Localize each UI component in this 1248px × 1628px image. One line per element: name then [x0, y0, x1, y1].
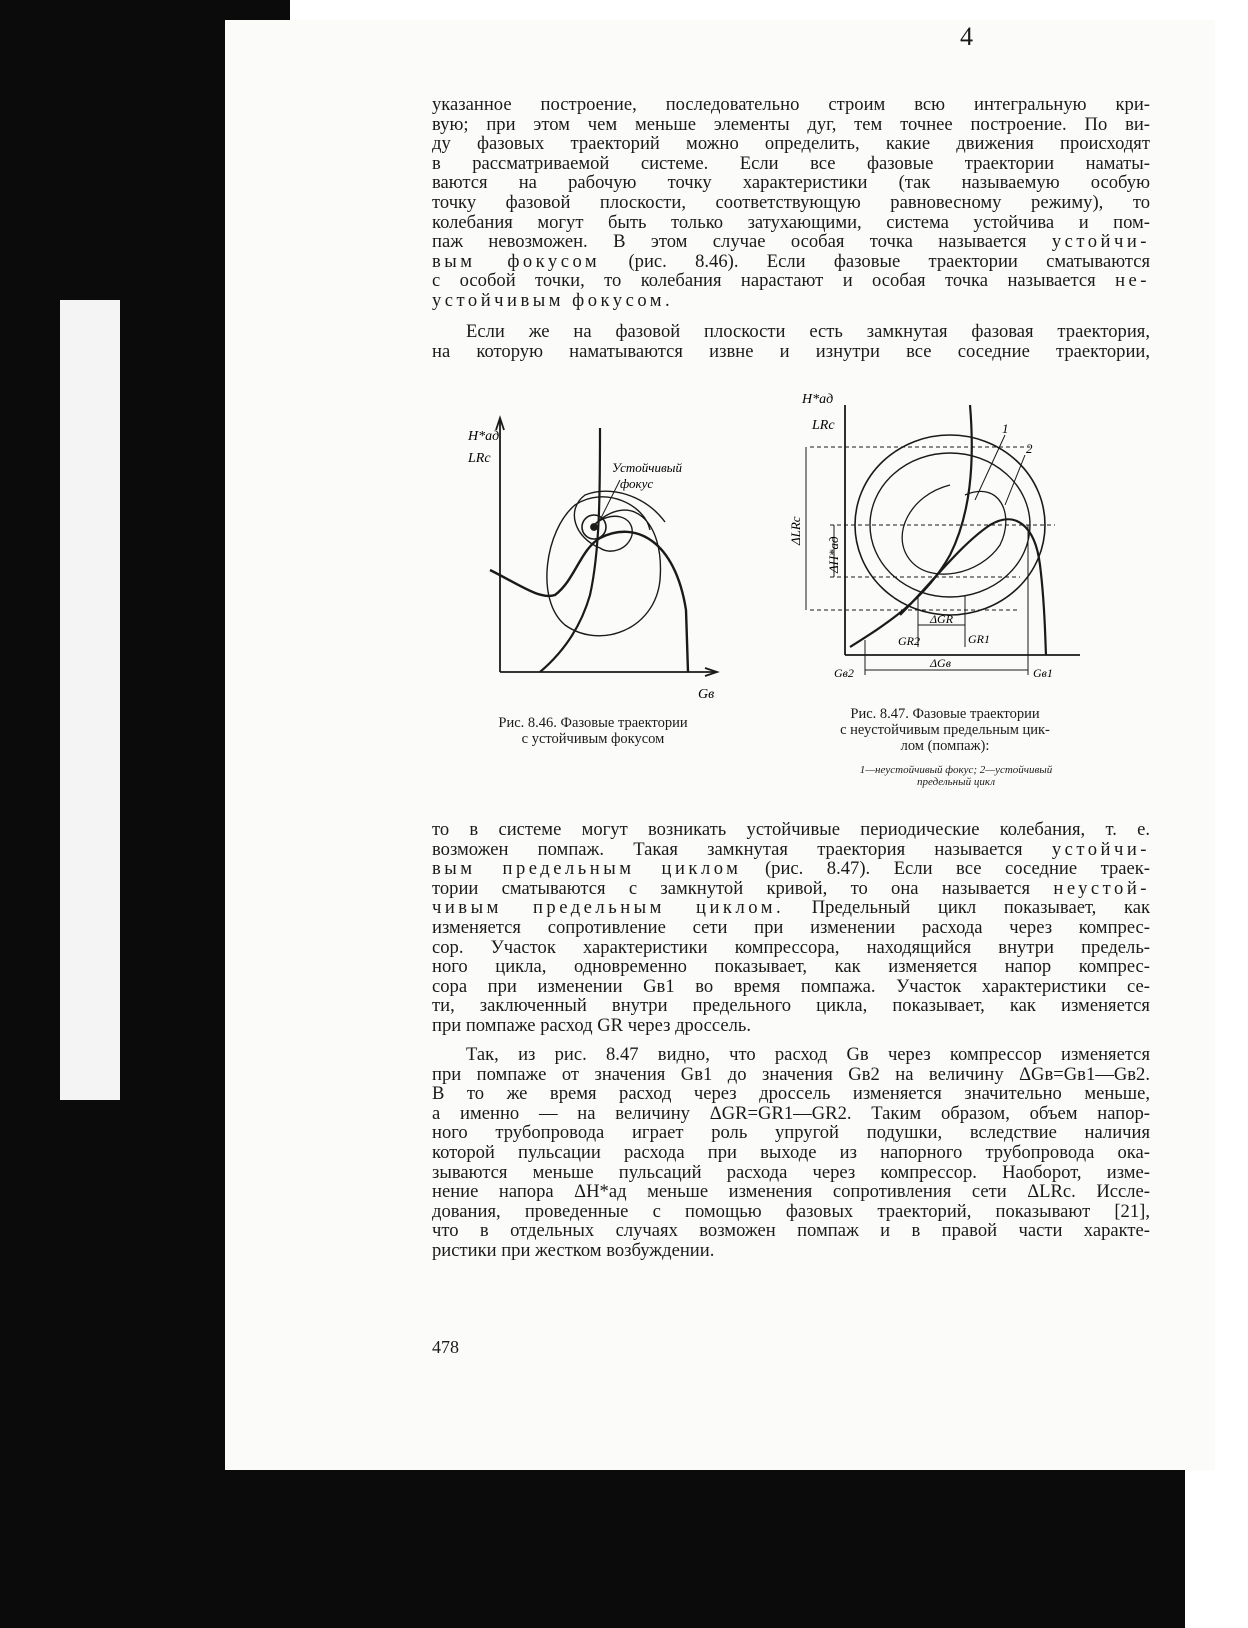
caption-line: с устойчивым фокусом — [521, 731, 665, 747]
text-line: которой пульсации расхода при выходе из напорного трубопровода ока- — [432, 1141, 1150, 1163]
text-fragment: Предельный цикл показывает, как — [811, 897, 1150, 919]
spiral-unstable — [902, 485, 1006, 574]
label-dGB: ΔGв — [930, 656, 951, 670]
text-line: Если же на фазовой плоскости есть замкнутая фазовая траектория, — [466, 321, 1150, 342]
figure-8-46 — [460, 410, 740, 710]
text-line: в рассматриваемой системе. Если все фазовые траектории наматы- — [432, 152, 1150, 174]
text-line: ду фазовых траекторий можно определить, какие движения происходят — [432, 133, 1150, 155]
spaced-term: устойчи- — [1051, 838, 1150, 860]
text-line: нение напора ΔH*ад меньше изменения сопротивления сети ΔLRc. Иссле- — [432, 1181, 1150, 1203]
text-line: В то же время расход через дроссель изменяется значительно меньше, — [432, 1083, 1150, 1105]
spaced-term: не- — [1115, 270, 1150, 292]
caption-line: Рис. 8.46. Фазовые траектории — [498, 715, 688, 731]
y-label-top: H*ад — [802, 392, 834, 407]
text-line: ного цикла, одновременно показывает, как изменяется напор компрес- — [432, 956, 1150, 978]
paragraph-1 — [432, 95, 1150, 311]
compressor-curve — [850, 405, 972, 647]
text-line — [432, 252, 1150, 272]
page-marker: 4 — [960, 22, 973, 51]
paragraph-3 — [432, 820, 1150, 1036]
text-line: ного трубопровода играет роль упругой подушки, вследствие наличия — [432, 1122, 1150, 1144]
text-line: вую; при этом чем меньше элементы дуг, тем точнее построение. По ви- — [432, 113, 1150, 135]
text-line: сор. Участок характеристики компрессора, находящийся внутри предель- — [432, 936, 1150, 958]
text-line: дования, проведенные с помощью фазовых траекторий, показывают [21], — [432, 1200, 1150, 1222]
text-line: изменяется сопротивление сети при изменении расхода через компрес- — [432, 916, 1150, 938]
text-fragment: тории сматываются с замкнутой кривой, то она называется — [432, 877, 1031, 899]
text-line: ти, заключенный внутри предельного цикла, показывает, как изменяется — [432, 995, 1150, 1017]
figure-8-47 — [790, 385, 1110, 695]
label-1: 1 — [1002, 421, 1009, 436]
y-label-bottom: LRc — [812, 418, 835, 433]
text-fragment: (рис. 8.46). Если фазовые траектории сматываются — [628, 250, 1150, 272]
label-2-leader — [1005, 455, 1025, 505]
text-line: сора при изменении Gв1 во время помпажа. Участок характеристики се- — [432, 975, 1150, 997]
text-line — [432, 232, 1150, 252]
x-label: Gв — [698, 687, 715, 702]
caption-line: лом (помпаж): — [900, 738, 990, 754]
caption-line: с неустойчивым предельным цик- — [840, 722, 1050, 738]
text-line: зываются меньше пульсаций расхода через компрессор. Наоборот, изме- — [432, 1161, 1150, 1183]
text-line — [432, 879, 1150, 899]
text-line — [432, 859, 1150, 879]
text-fragment: (рис. 8.47). Если все соседние траек- — [764, 858, 1150, 880]
y-label-top: H*ад — [468, 429, 500, 444]
label-GR2: GR2 — [898, 634, 920, 648]
text-line: ваются на рабочую точку характеристики (так называемую особую — [432, 172, 1150, 194]
label-GB2: Gв2 — [834, 666, 854, 680]
text-line: при помпаже от значения Gв1 до значения Gв2 на величину ΔGв=Gв1—Gв2. — [432, 1063, 1150, 1085]
text-line — [432, 291, 1150, 311]
text-line: при помпаже расход GR через дроссель. — [432, 1014, 751, 1036]
spaced-term: вым предельным циклом — [432, 858, 742, 880]
text-line: точку фазовой плоскости, соответствующую равновесному режиму), то — [432, 191, 1150, 213]
label-2: 2 — [1026, 441, 1033, 456]
text-fragment: возможен помпаж. Такая замкнутая траектория называется — [432, 838, 1023, 860]
y-label-bottom: LRc — [468, 451, 491, 466]
text-line: а именно — на величину ΔGR=GR1—GR2. Таким образом, объем напор- — [432, 1102, 1150, 1124]
text-line: колебания могут быть только затухающими, система устойчива и пом- — [432, 211, 1150, 233]
spaced-term: вым фокусом — [432, 250, 601, 272]
label-GR1: GR1 — [968, 632, 990, 646]
text-line — [432, 840, 1150, 860]
paragraph-2 — [432, 322, 1150, 361]
text-line: на которую наматываются извне и изнутри все соседние траектории, — [432, 340, 1150, 362]
label-GB1: Gв1 — [1033, 666, 1053, 680]
text-line: указанное построение, последовательно строим всю интегральную кри- — [432, 94, 1150, 115]
label-1-leader — [975, 435, 1005, 500]
annotation-focus-2: фокус — [620, 476, 654, 491]
text-line: ристики при жестком возбуждении. — [432, 1239, 715, 1261]
spaced-term: чивым предельным циклом. — [432, 897, 785, 919]
spaced-term: устойчи- — [1051, 231, 1150, 253]
caption-line: Рис. 8.47. Фазовые траектории — [850, 706, 1040, 722]
text-line — [432, 271, 1150, 291]
paragraph-4 — [432, 1045, 1150, 1261]
focus-point — [591, 524, 597, 530]
label-dL: ΔLRc — [788, 516, 803, 545]
label-dH: ΔH*ад — [826, 536, 841, 573]
text-line: Так, из рис. 8.47 видно, что расход Gв через компрессор изменяется — [466, 1044, 1150, 1065]
spaced-term: устойчивым фокусом. — [432, 289, 674, 311]
figure-8-47-note — [826, 764, 1086, 788]
text-line: то в системе могут возникать устойчивые периодические колебания, т. е. — [432, 819, 1150, 840]
note-line: предельный цикл — [916, 776, 996, 788]
page-number: 478 — [432, 1337, 459, 1357]
label-dGR: ΔGR — [930, 612, 954, 626]
scan-left-strip — [60, 300, 120, 1100]
annotation-focus-1: Устойчивый — [612, 460, 682, 475]
figure-8-46-caption — [448, 715, 738, 747]
text-line — [432, 898, 1150, 918]
text-line: что в отдельных случаях возможен помпаж и в правой части характе- — [432, 1220, 1150, 1242]
spiral-outer — [547, 497, 661, 636]
text-fragment: паж невозможен. В этом случае особая точка называется — [432, 231, 1027, 253]
spaced-term: неустой- — [1053, 877, 1150, 899]
note-line: 1—неустойчивый фокус; 2—устойчивый — [859, 764, 1053, 776]
figure-8-47-caption — [800, 706, 1090, 754]
text-fragment: с особой точки, то колебания нарастают и особая точка называется — [432, 270, 1096, 292]
